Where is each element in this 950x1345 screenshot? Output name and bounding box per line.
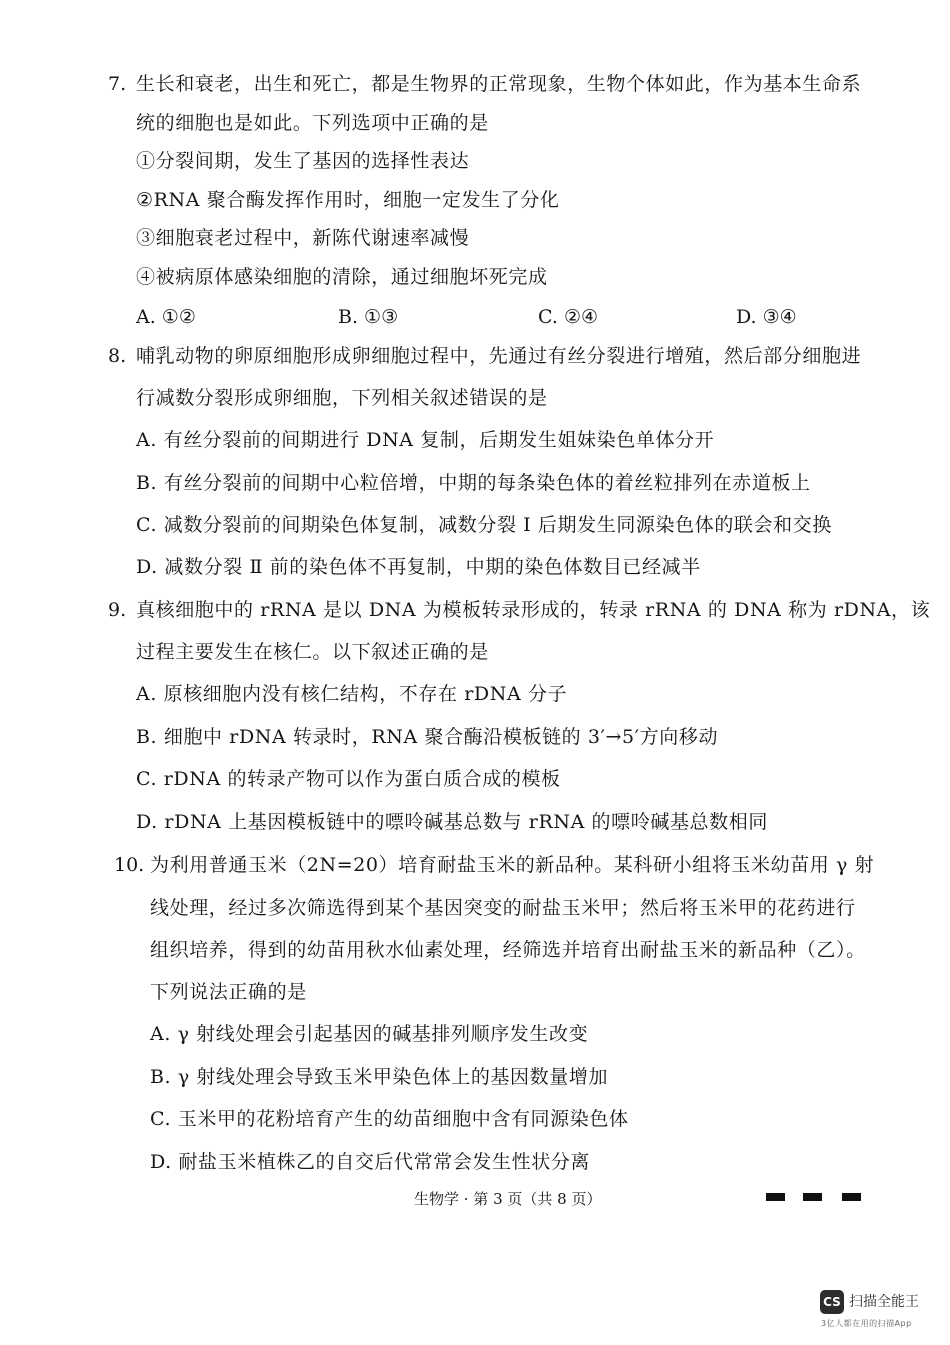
q9-option-a: A. 原核细胞内没有核仁结构，不存在 rDNA 分子 xyxy=(136,683,568,705)
q9-option-c: C. rDNA 的转录产物可以作为蛋白质合成的模板 xyxy=(136,768,561,790)
q7-option-b: B. ①③ xyxy=(338,306,399,328)
q9-stem-line-1: 真核细胞中的 rRNA 是以 DNA 为模板转录形成的，转录 rRNA 的 DNA 称为 rDNA，该 xyxy=(136,599,931,621)
q7-stem-line-1: 生长和衰老，出生和死亡，都是生物界的正常现象，生物个体如此，作为基本生命系 xyxy=(136,73,862,95)
q8-stem-line-1: 哺乳动物的卵原细胞形成卵细胞过程中，先通过有丝分裂进行增殖，然后部分细胞进 xyxy=(136,345,862,367)
q8-option-d: D. 减数分裂 Ⅱ 前的染色体不再复制，中期的染色体数目已经减半 xyxy=(136,556,701,578)
q7-number: 7. xyxy=(108,73,127,95)
q8-number: 8. xyxy=(108,345,127,367)
camscanner-tagline: 3亿人都在用的扫描App xyxy=(821,1319,912,1328)
q9-option-d: D. rDNA 上基因模板链中的嘌呤碱基总数与 rRNA 的嘌呤碱基总数相同 xyxy=(136,811,768,833)
q10-option-c: C. 玉米甲的花粉培育产生的幼苗细胞中含有同源染色体 xyxy=(150,1108,629,1130)
q8-option-a: A. 有丝分裂前的间期进行 DNA 复制，后期发生姐妹染色单体分开 xyxy=(136,429,715,451)
q8-option-c: C. 减数分裂前的间期染色体复制，减数分裂 Ⅰ 后期发生同源染色体的联会和交换 xyxy=(136,514,832,536)
q8-option-b: B. 有丝分裂前的间期中心粒倍增，中期的每条染色体的着丝粒排列在赤道板上 xyxy=(136,472,811,494)
q9-number: 9. xyxy=(108,599,127,621)
q10-stem-line-3: 组织培养，得到的幼苗用秋水仙素处理，经筛选并培育出耐盐玉米的新品种（乙）。 xyxy=(150,939,866,961)
q7-item-3: ③细胞衰老过程中，新陈代谢速率减慢 xyxy=(136,227,470,249)
camscanner-name: 扫描全能王 xyxy=(849,1294,919,1310)
registration-mark-1 xyxy=(766,1193,785,1201)
q10-option-b: B. γ 射线处理会导致玉米甲染色体上的基因数量增加 xyxy=(150,1066,609,1088)
q7-stem-line-2: 统的细胞也是如此。下列选项中正确的是 xyxy=(136,112,489,134)
q10-option-d: D. 耐盐玉米植株乙的自交后代常常会发生性状分离 xyxy=(150,1151,591,1173)
q7-option-c: C. ②④ xyxy=(538,306,599,328)
registration-mark-3 xyxy=(842,1193,861,1201)
registration-mark-2 xyxy=(803,1193,822,1201)
camscanner-logo-icon: CS xyxy=(820,1290,844,1314)
q7-item-2: ②RNA 聚合酶发挥作用时，细胞一定发生了分化 xyxy=(136,189,560,211)
q9-stem-line-2: 过程主要发生在核仁。以下叙述正确的是 xyxy=(136,641,489,663)
q7-option-d: D. ③④ xyxy=(736,306,797,328)
q8-stem-line-2: 行减数分裂形成卵细胞，下列相关叙述错误的是 xyxy=(136,387,548,409)
q10-stem-line-2: 线处理，经过多次筛选得到某个基因突变的耐盐玉米甲；然后将玉米甲的花药进行 xyxy=(150,897,856,919)
q10-stem-line-1: 为利用普通玉米（2N=20）培育耐盐玉米的新品种。某科研小组将玉米幼苗用 γ 射 xyxy=(150,854,875,876)
q10-stem-line-4: 下列说法正确的是 xyxy=(150,981,307,1003)
q10-option-a: A. γ 射线处理会引起基因的碱基排列顺序发生改变 xyxy=(150,1023,589,1045)
q7-option-a: A. ①② xyxy=(136,306,196,328)
q9-option-b: B. 细胞中 rDNA 转录时，RNA 聚合酶沿模板链的 3′→5′方向移动 xyxy=(136,726,719,748)
q10-number: 10. xyxy=(114,854,145,876)
page-footer: 生物学 · 第 3 页（共 8 页） xyxy=(414,1190,602,1208)
q7-item-4: ④被病原体感染细胞的清除，通过细胞坏死完成 xyxy=(136,266,548,288)
q7-item-1: ①分裂间期，发生了基因的选择性表达 xyxy=(136,150,470,172)
